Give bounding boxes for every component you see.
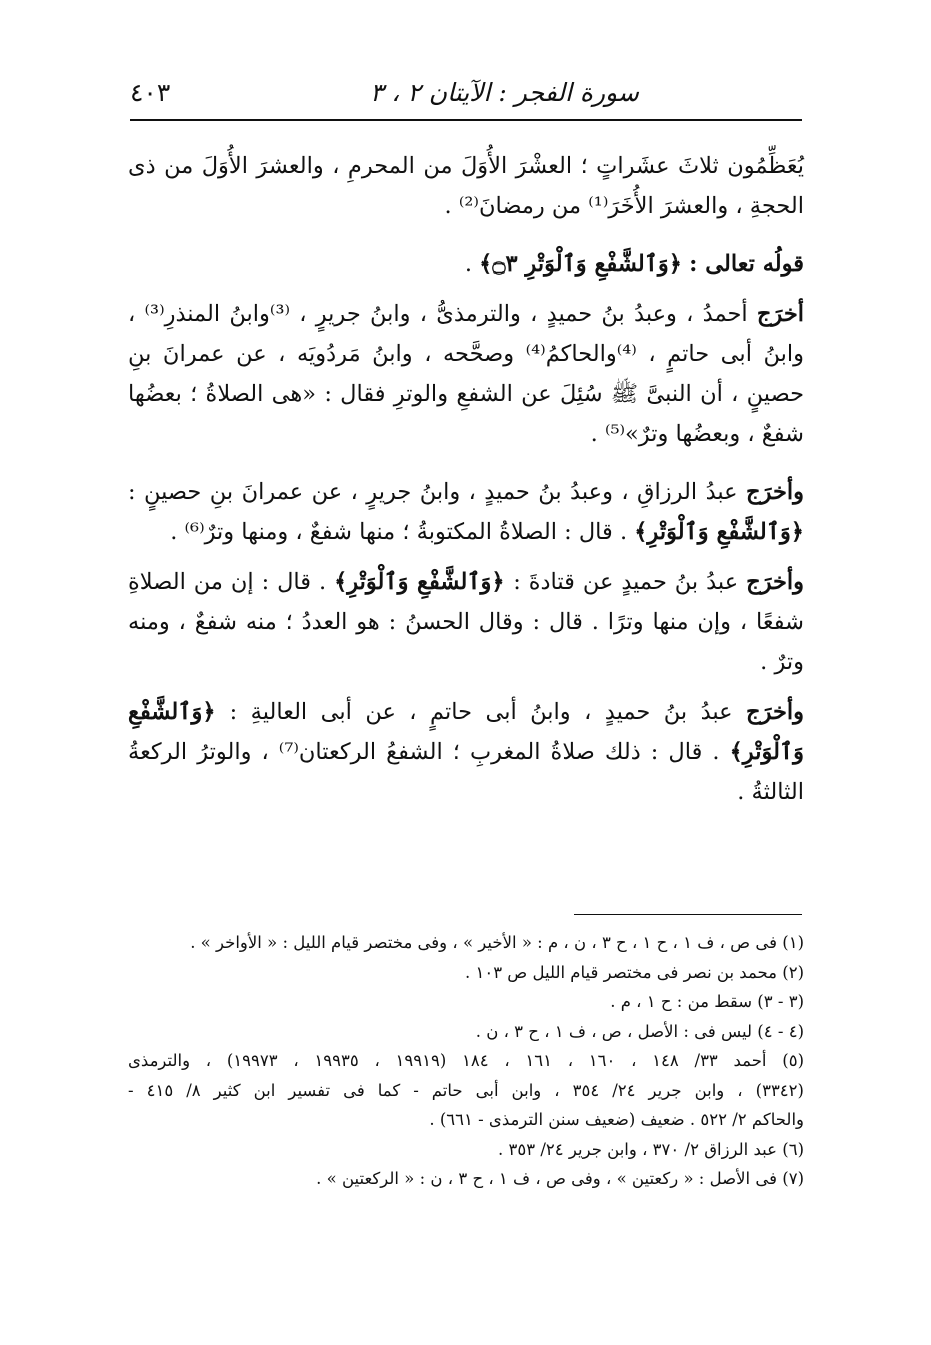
footnote-5-line-3: والحاكم ٢/ ٥٢٢ . ضعيف (ضعيف سنن الترمذى - ٦٦١) . (429, 1110, 804, 1129)
narration-text: عبدُ الرزاقِ ، وعبدُ بنُ حميدٍ ، وابنُ جريرٍ ، عن عمرانَ بنِ حصينٍ : (128, 479, 747, 505)
quran-verse: ﴿وَٱلشَّفْعِ وَٱلْوَتْرِ﴾ (334, 569, 514, 595)
paragraph-4 (128, 472, 804, 552)
narration-text: أحمدُ ، وعبدُ بنُ حميدٍ ، والترمذىُّ ، وابنُ جريرٍ ، ⁽³⁾وابنُ المنذرِ⁽³⁾ ، وابنُ أبى حاتمٍ ، ⁽⁴⁾والحاكمُ⁽⁴⁾ وصحَّحه ، وابنُ مَردُويَه ، عن عمرانَ بنِ حصينٍ ، أن النبىَّ ﷺ سُئِلَ عن الشفعِ والوترِ فقال : «هى الصلاةُ ؛ بعضُها شفعٌ ، وبعضُها وترٌ»⁽⁵⁾ . (128, 301, 804, 447)
paragraph-3 (128, 294, 804, 454)
footnote-1: (١) فى ص ، ف ١ ، ح ١ ، ح ٣ ، ن ، م : « الأخير » ، وفى مختصر قيام الليل : « الأواخر » . (190, 933, 804, 952)
narration-lead: أخرَج (756, 301, 804, 327)
footnote-2: (٢) محمد بن نصر فى مختصر قيام الليل ص ١٠٣ . (464, 962, 804, 982)
running-title: سورة الفجر : الآيتان ٢ ، ٣ (370, 78, 639, 107)
paragraph-6 (128, 692, 804, 812)
footnotes (128, 928, 804, 1194)
verse-intro: قولُه تعالى : (689, 251, 804, 277)
page-number: ٤٠٣ (130, 78, 171, 107)
narration-lead: وأخرَج (746, 699, 804, 725)
footnote-5-line-2: (٣٣٤٢) ، وابن جرير ٢٤/ ٣٥٤ ، وابن أبى حاتم - كما فى تفسير ابن كثير ٨/ ٤١٥ - (128, 1080, 804, 1100)
page-header (130, 78, 802, 112)
narration-text: . قال : ذلك صلاةُ المغربِ ؛ الشفعُ الركعتان⁽⁷⁾ ، والوترُ الركعةُ الثالثةُ . (128, 739, 804, 805)
narration-text: عبدُ بنُ حميدٍ ، وابنُ أبى حاتمٍ ، عن أبى العاليةِ : (229, 699, 747, 725)
quran-verse: ﴿وَٱلشَّفْعِ وَٱلْوَتْرِ﴾ (128, 699, 804, 765)
footnote-rule (574, 914, 802, 915)
narration-lead: وأخرَج (746, 479, 804, 505)
narration-text: عبدُ بنُ حميدٍ عن قتادةَ : (513, 569, 747, 595)
narration-text: . قال : إن من الصلاةِ شفعًا ، وإن منها وترًا . قال : وقال الحسنُ : هو العددُ ؛ منه شفعٌ ، ومنه وترٌ . (128, 569, 804, 675)
footnote-4: (٤ - ٤) ليس فى : الأصل ، ص ، ف ١ ، ح ٣ ، ن . (475, 1021, 804, 1041)
header-rule (130, 119, 802, 121)
footnote-6: (٦) عبد الرزاق ٢/ ٣٧٠ ، وابن جرير ٢٤/ ٣٥٣ . (498, 1139, 804, 1159)
verse-end: . (464, 251, 480, 277)
footnote-5-line-1: (٥) أحمد ٣٣/ ١٤٨ ، ١٦٠ ، ١٦١ ، ١٨٤ (١٩٩١٩ ، ١٩٩٣٥ ، ١٩٩٧٣) ، والترمذى (128, 1051, 804, 1070)
main-text (128, 146, 804, 822)
quran-verse: ﴿وَٱلشَّفْعِ وَٱلْوَتْرِ ۝٣﴾ (479, 251, 682, 277)
footnote-7: (٧) فى الأصل : « ركعتين » ، وفى ص ، ف ١ ، ح ٣ ، ن : « الركعتين » . (316, 1169, 804, 1188)
verse-heading (128, 244, 804, 284)
footnote-3: (٣ - ٣) سقط من : ح ١ ، م . (610, 992, 804, 1011)
paragraph-1: يُعَظِّمُون ثلاثَ عشَراتٍ ؛ العشْرَ الأُوَلَ من المحرمِ ، والعشرَ الأُوَلَ من ذى الحجةِ ، والعشرَ الأُخَرَ⁽¹⁾ من رمضانَ⁽²⁾ . (128, 153, 804, 219)
quran-verse: ﴿وَٱلشَّفْعِ وَٱلْوَتْرِ﴾ (634, 519, 804, 545)
narration-text: . قال : الصلاةُ المكتوبةُ ؛ منها شفعٌ ، ومنها وترٌ⁽⁶⁾ . (170, 519, 635, 545)
narration-lead: وأخرَج (746, 569, 805, 595)
paragraph-5 (128, 562, 804, 682)
